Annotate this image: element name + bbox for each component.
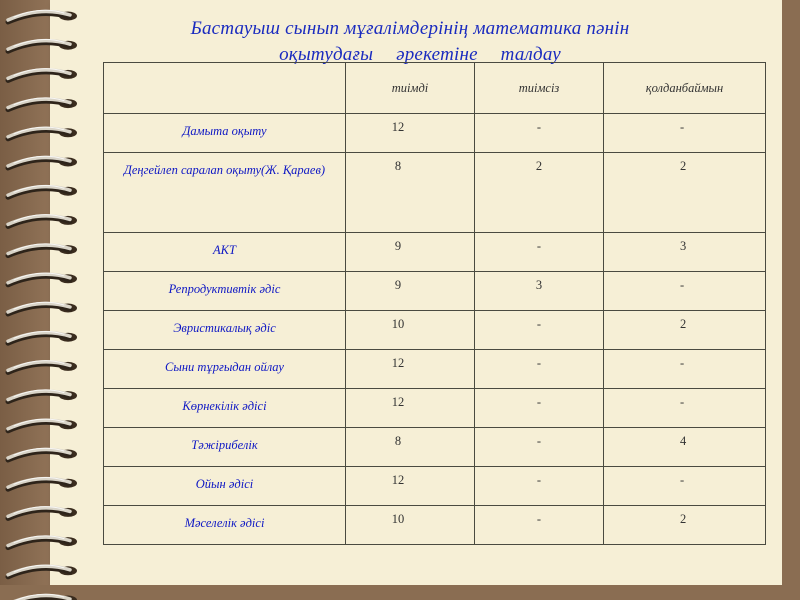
header-empty (104, 63, 346, 114)
row-label: Тәжірибелік (104, 428, 346, 467)
table-row (104, 389, 766, 428)
title-line-1: Бастауыш сынып мұғалімдерінің математика пәнін (190, 18, 630, 39)
cell-effective: 9 (394, 278, 402, 292)
cell-not-used: - (680, 395, 685, 409)
row-label: Репродуктивтік әдіс (104, 272, 346, 311)
cell-not-used: - (680, 278, 685, 292)
cell-ineffective: - (536, 120, 542, 134)
table-row (104, 350, 766, 389)
spiral-ring (8, 273, 77, 285)
header-not-used: қолданбаймын (604, 63, 766, 114)
row-label: Ойын әдісі (104, 467, 346, 506)
cell-not-used: 2 (680, 317, 687, 331)
spiral-ring (8, 565, 77, 577)
spiral-binding (0, 0, 110, 600)
cell-not-used: 2 (680, 159, 687, 173)
spiral-ring (8, 419, 77, 431)
table-row (104, 114, 766, 153)
row-label: АКТ (104, 233, 346, 272)
cell-effective: 8 (394, 159, 402, 173)
table-row (104, 153, 766, 233)
spiral-ring (8, 185, 77, 197)
row-label: Мәселелік әдісі (104, 506, 346, 545)
row-label: Дамыта оқыту (104, 114, 346, 153)
analysis-table (103, 62, 766, 545)
page-title (60, 16, 760, 68)
cell-ineffective: - (536, 239, 542, 253)
spiral-ring (8, 156, 77, 168)
cell-not-used: - (680, 473, 685, 487)
spiral-ring (8, 331, 77, 343)
row-label: Көрнекілік әдісі (104, 389, 346, 428)
cell-ineffective: - (536, 512, 542, 526)
cell-not-used: 4 (680, 434, 687, 448)
spiral-ring (8, 448, 77, 460)
cell-effective: 12 (391, 395, 405, 409)
spiral-ring (8, 477, 77, 489)
table-row (104, 467, 766, 506)
background-edge-bottom (0, 585, 800, 600)
cell-effective: 10 (391, 317, 405, 331)
cell-not-used: - (680, 120, 685, 134)
header-ineffective: тиімсіз (475, 63, 604, 114)
table-row (104, 506, 766, 545)
cell-ineffective: 3 (535, 278, 543, 292)
table-row (104, 233, 766, 272)
spiral-ring (8, 594, 77, 600)
row-label: Эвристикалық әдіс (104, 311, 346, 350)
spiral-ring (8, 69, 77, 81)
cell-ineffective: - (536, 317, 542, 331)
spiral-ring (8, 536, 77, 548)
spiral-ring (8, 215, 77, 227)
cell-effective: 10 (391, 512, 405, 526)
cell-effective: 12 (391, 473, 405, 487)
cell-effective: 8 (394, 434, 402, 448)
table-header-row (104, 63, 766, 114)
spiral-ring (8, 302, 77, 314)
header-effective: тиімді (346, 63, 475, 114)
table-row (104, 428, 766, 467)
cell-ineffective: 2 (535, 159, 543, 173)
row-label: Сыни тұрғыдан ойлау (104, 350, 346, 389)
spiral-ring (8, 507, 77, 519)
cell-ineffective: - (536, 395, 542, 409)
cell-not-used: - (680, 356, 685, 370)
spiral-ring (8, 244, 77, 256)
title-line-2: оқытудағы әрекетіне талдау (279, 44, 561, 65)
cell-ineffective: - (536, 356, 542, 370)
spiral-ring (8, 361, 77, 373)
table-row (104, 272, 766, 311)
cell-ineffective: - (536, 473, 542, 487)
row-label: Деңгейлеп саралап оқыту(Ж. Қараев) (104, 153, 346, 233)
spiral-ring (8, 127, 77, 139)
background-edge (782, 0, 800, 600)
cell-effective: 9 (394, 239, 402, 253)
cell-effective: 12 (391, 120, 405, 134)
spiral-ring (8, 98, 77, 110)
cell-not-used: 2 (680, 512, 687, 526)
cell-ineffective: - (536, 434, 542, 448)
cell-not-used: 3 (680, 239, 687, 253)
cell-effective: 12 (391, 356, 405, 370)
table-row (104, 311, 766, 350)
spiral-ring (8, 390, 77, 402)
